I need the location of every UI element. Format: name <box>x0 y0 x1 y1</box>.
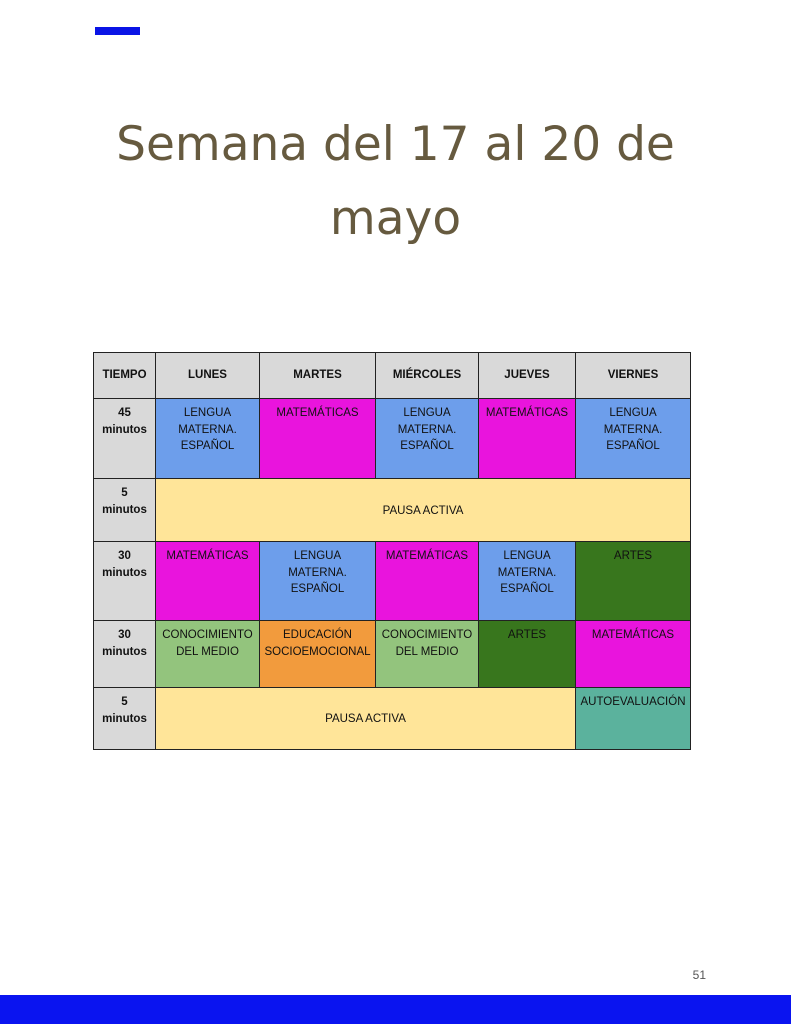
page-number: 51 <box>692 968 706 982</box>
subject-cell <box>260 542 376 621</box>
time-value: 45 <box>118 407 131 419</box>
title-line-1: Semana del 17 al 20 de <box>116 117 675 172</box>
subject-text: LENGUA <box>503 550 551 562</box>
subject-text: ESPAÑOL <box>500 583 554 595</box>
subject-cell <box>479 399 576 479</box>
top-accent-bar <box>95 27 140 35</box>
autoevaluacion-cell: AUTOEVALUACIÓN <box>576 688 691 750</box>
header-row <box>94 353 691 399</box>
subject-cell <box>376 399 479 479</box>
time-value: 5 <box>121 487 128 499</box>
subject-text: ESPAÑOL <box>606 440 660 452</box>
subject-cell <box>376 542 479 621</box>
time-cell <box>94 542 156 621</box>
time-value: 30 <box>118 629 131 641</box>
subject-cell <box>376 621 479 688</box>
subject-cell <box>576 542 691 621</box>
pausa-activa-cell: PAUSA ACTIVA <box>156 688 576 750</box>
subject-cell <box>479 542 576 621</box>
subject-text: MATEMÁTICAS <box>166 550 249 562</box>
page-title <box>0 108 791 256</box>
time-unit: minutos <box>102 712 147 725</box>
time-cell <box>94 399 156 479</box>
header-jueves: JUEVES <box>479 353 576 399</box>
subject-text: LENGUA <box>609 407 657 419</box>
table-row <box>94 542 691 621</box>
subject-text: ESPAÑOL <box>180 440 235 452</box>
subject-text: MATERNA. <box>603 423 663 436</box>
time-cell <box>94 479 156 542</box>
table-row <box>94 399 691 479</box>
subject-text: MATEMÁTICAS <box>485 407 569 419</box>
subject-text: ARTES <box>613 550 653 562</box>
time-cell <box>94 621 156 688</box>
time-value: 30 <box>118 550 131 562</box>
title-line-2: mayo <box>329 191 462 246</box>
subject-text: ESPAÑOL <box>400 440 454 452</box>
subject-text: LENGUA <box>403 407 451 419</box>
subject-text: MATEMÁTICAS <box>276 407 359 419</box>
subject-text: EDUCACIÓN <box>282 629 352 641</box>
pausa-activa-cell: PAUSA ACTIVA <box>156 479 691 542</box>
subject-text: MATERNA. <box>178 423 237 436</box>
subject-text: LENGUA <box>293 550 342 562</box>
subject-text: MATEMÁTICAS <box>591 629 675 641</box>
subject-text: ARTES <box>507 629 547 641</box>
subject-cell <box>576 621 691 688</box>
subject-text: CONOCIMIENTO <box>381 629 473 641</box>
bottom-accent-bar <box>0 995 791 1024</box>
table-row <box>94 688 691 750</box>
subject-cell <box>156 399 260 479</box>
subject-text: DEL MEDIO <box>176 645 239 658</box>
header-lunes: LUNES <box>156 353 260 399</box>
time-unit: minutos <box>102 645 147 658</box>
weekly-schedule-table <box>93 352 691 750</box>
subject-text: MATERNA. <box>288 566 347 579</box>
time-cell <box>94 688 156 750</box>
subject-text: MATEMÁTICAS <box>385 550 469 562</box>
subject-text: MATERNA. <box>497 566 557 579</box>
subject-cell <box>156 542 260 621</box>
subject-text: DEL MEDIO <box>395 645 459 658</box>
time-unit: minutos <box>102 503 147 516</box>
time-unit: minutos <box>102 423 147 436</box>
header-tiempo: TIEMPO <box>94 353 156 399</box>
subject-text: ESPAÑOL <box>290 583 345 595</box>
subject-cell <box>479 621 576 688</box>
subject-text: LENGUA <box>183 407 232 419</box>
subject-text: SOCIOEMOCIONAL <box>264 645 371 658</box>
subject-text: CONOCIMIENTO <box>162 629 253 641</box>
table-row <box>94 621 691 688</box>
subject-cell <box>260 399 376 479</box>
time-value: 5 <box>121 696 128 708</box>
subject-cell <box>576 399 691 479</box>
time-unit: minutos <box>102 566 147 579</box>
header-martes: MARTES <box>260 353 376 399</box>
table-row <box>94 479 691 542</box>
header-miercoles: MIÉRCOLES <box>376 353 479 399</box>
subject-cell <box>260 621 376 688</box>
subject-cell <box>156 621 260 688</box>
subject-text: MATERNA. <box>397 423 457 436</box>
header-viernes: VIERNES <box>576 353 691 399</box>
